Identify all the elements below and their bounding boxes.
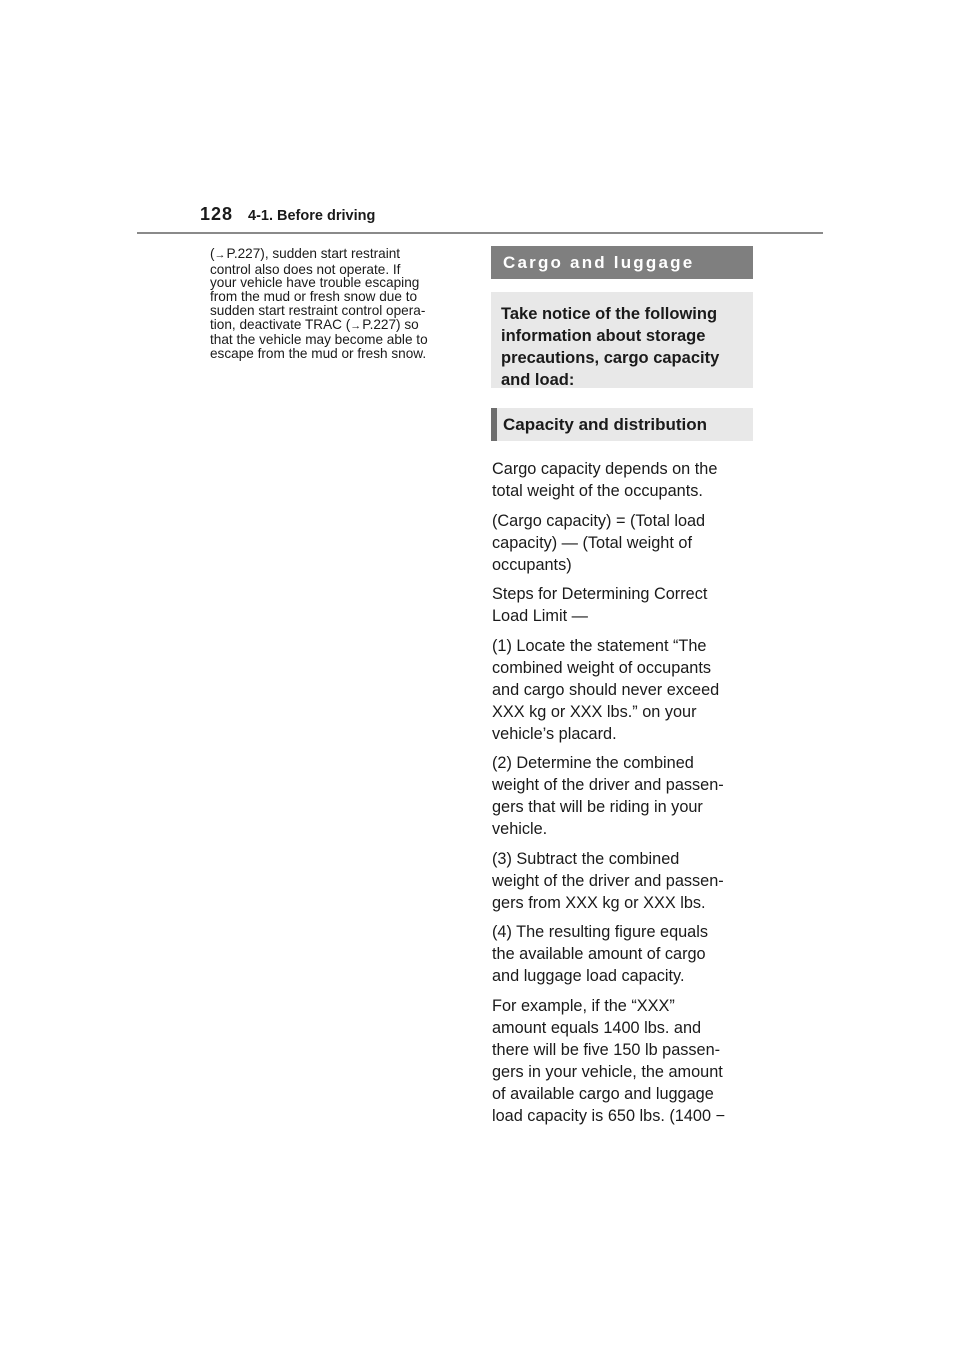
paragraph-line: and cargo should never exceed <box>492 680 720 699</box>
left-line-6 <box>210 318 470 334</box>
paragraph-line: weight of the driver and passen- <box>492 871 724 890</box>
header-rule <box>137 232 823 234</box>
paragraph-line: (Cargo capacity) = (Total load <box>492 511 706 530</box>
subheading: Capacity and distribution <box>491 408 753 441</box>
left-line-1 <box>210 247 470 263</box>
right-column <box>491 246 753 1134</box>
body-paragraph <box>492 635 753 745</box>
left-line-5: sudden start restraint control opera- <box>210 302 426 318</box>
body-paragraph <box>492 510 753 576</box>
paragraph-line: For example, if the “XXX” <box>492 996 675 1015</box>
notice-line: and load: <box>501 371 575 389</box>
section-title: 4-1. Before driving <box>248 208 376 224</box>
paragraph-line: the available amount of cargo <box>492 945 706 963</box>
paragraph-line: vehicle. <box>492 820 548 838</box>
body-paragraph <box>492 583 753 627</box>
paragraph-line: gers in your vehicle, the amount <box>492 1062 723 1081</box>
page-number: 128 <box>200 204 234 224</box>
paragraph-line: XXX kg or XXX lbs.” on your <box>492 702 697 721</box>
left-line-8: escape from the mud or fresh snow. <box>210 345 427 361</box>
body-paragraph <box>492 752 753 840</box>
notice-line: information about storage <box>501 327 706 345</box>
paragraph-line: and luggage load capacity. <box>492 967 685 985</box>
paragraph-line: (3) Subtract the combined <box>492 849 680 868</box>
paragraph-line: amount equals 1400 lbs. and <box>492 1018 702 1037</box>
paragraph-line: gers that will be riding in your <box>492 798 703 816</box>
left-line-4: from the mud or fresh snow due to <box>210 289 418 305</box>
body-paragraph <box>492 848 753 914</box>
paragraph-line: (2) Determine the combined <box>492 754 694 772</box>
left-line-2: control also does not operate. If <box>210 261 401 277</box>
notice-line: Take notice of the following <box>501 305 718 323</box>
paragraph-line: capacity) — (Total weight of <box>492 533 692 552</box>
paragraph-line: weight of the driver and passen- <box>492 776 724 794</box>
paragraph-line: vehicle’s placard. <box>492 724 617 743</box>
body-paragraph <box>492 458 753 502</box>
paragraph-line: load capacity is 650 lbs. (1400 − <box>492 1106 726 1125</box>
paragraph-line: gers from XXX kg or XXX lbs. <box>492 893 706 912</box>
paragraph-line: Cargo capacity depends on the <box>492 460 718 478</box>
paragraph-line: Steps for Determining Correct <box>492 585 708 603</box>
notice-box <box>491 292 753 388</box>
open-paren: ( <box>210 246 215 261</box>
paragraph-line: of available cargo and luggage <box>492 1084 714 1103</box>
paragraph-line: total weight of the occupants. <box>492 482 703 500</box>
body-paragraph <box>492 921 753 987</box>
paragraph-line: (4) The resulting figure equals <box>492 923 708 941</box>
left-line-7: that the vehicle may become able to <box>210 332 428 348</box>
notice-line: precautions, cargo capacity <box>501 349 720 367</box>
paragraph-line: there will be five 150 lb passen- <box>492 1040 721 1059</box>
left-line-1-text: P.227), sudden start restraint <box>226 246 401 261</box>
section-banner: Cargo and luggage <box>491 246 753 279</box>
left-line-6-text: tion, deactivate TRAC ( <box>210 316 351 332</box>
arrow-icon: → <box>214 249 226 261</box>
paragraph-line: combined weight of occupants <box>492 658 712 677</box>
paragraph-line: Load Limit — <box>492 607 588 625</box>
body-paragraphs <box>491 458 753 1127</box>
paragraph-line: occupants) <box>492 555 572 574</box>
left-column <box>210 247 470 361</box>
body-paragraph <box>492 995 753 1127</box>
arrow-icon: → <box>350 319 362 332</box>
left-line-3: your vehicle have trouble escaping <box>210 275 420 291</box>
page-ref-link[interactable]: P.227) so <box>362 316 419 332</box>
paragraph-line: (1) Locate the statement “The <box>492 636 707 655</box>
